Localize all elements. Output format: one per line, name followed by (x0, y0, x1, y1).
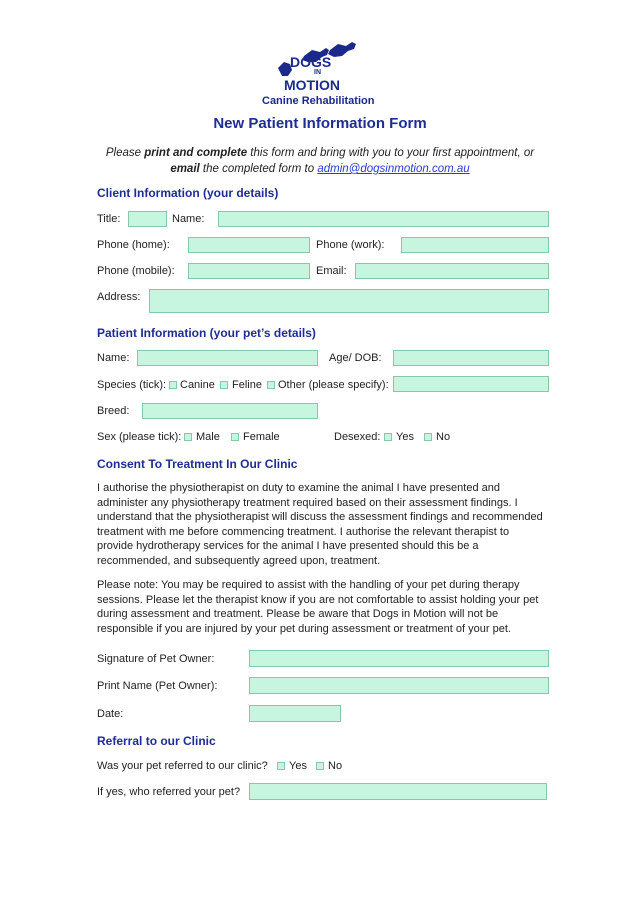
consent-paragraph-2 (97, 578, 547, 636)
text-line: Please note: You may be required to assist with the handling of your pet during therapy (97, 579, 520, 591)
male-label: Male (196, 431, 220, 443)
logo-line-motion: MOTION (284, 77, 340, 93)
desexed-no-label: No (436, 431, 451, 443)
referral-no-label: No (328, 760, 343, 772)
referrer-label: If yes, who referred your pet? (97, 786, 241, 798)
email-field[interactable] (355, 263, 549, 279)
page-title: New Patient Information Form (213, 115, 427, 132)
male-checkbox[interactable] (184, 433, 192, 441)
desexed-no-checkbox[interactable] (424, 433, 432, 441)
signature-field[interactable] (249, 650, 549, 667)
age-dob-label: Age/ DOB: (329, 352, 382, 364)
text-line: sessions. Please let the therapist know if you are not comfortable to assist holding your pet (97, 593, 539, 606)
text-line: responsible if you are injured by your pet during assessment or treatment of your pet. (97, 622, 511, 635)
name-label: Name: (172, 213, 205, 225)
patient-section-heading: Patient Information (your pet’s details) (97, 326, 316, 340)
text-line: understand that the physiotherapist will discuss the assessment findings and recommended (97, 511, 543, 524)
text-line: treatment with me before commencing treatment. I authorise the relevant therapist to (97, 525, 510, 538)
species-label: Species (tick): (97, 379, 167, 391)
logo-line-in: IN (314, 69, 321, 76)
text-line: recommended, and subsequently agreed upon, treatment. (97, 554, 381, 567)
intro-part: this form and bring with you to your first appointment, or (247, 147, 535, 159)
age-dob-field[interactable] (393, 350, 549, 366)
other-species-checkbox[interactable] (267, 381, 275, 389)
title-label: Title: (97, 213, 121, 225)
print-name-field[interactable] (249, 677, 549, 694)
referrer-field[interactable] (249, 783, 547, 800)
intro-emphasis-print: print and complete (144, 147, 248, 159)
referral-question: Was your pet referred to our clinic? (97, 760, 268, 772)
phone-work-field[interactable] (401, 237, 549, 253)
phone-mobile-field[interactable] (188, 263, 310, 279)
text-line: provide hydrotherapy services for the animal I have presented should this be a (97, 540, 479, 553)
text-line: I authorise the physiotherapist on duty to examine the animal I have presented and (97, 482, 500, 494)
pet-name-field[interactable] (137, 350, 318, 366)
canine-label: Canine (180, 379, 215, 391)
phone-home-field[interactable] (188, 237, 310, 253)
client-section-heading: Client Information (your details) (97, 186, 279, 200)
desexed-yes-label: Yes (396, 431, 414, 443)
address-field[interactable] (149, 289, 549, 313)
intro-part: Please (105, 147, 145, 159)
sex-label: Sex (please tick): (97, 431, 182, 443)
referral-yes-label: Yes (289, 760, 307, 772)
name-field[interactable] (218, 211, 549, 227)
consent-paragraph-1 (97, 481, 547, 569)
feline-label: Feline (232, 379, 262, 391)
pet-name-label: Name: (97, 352, 130, 364)
date-field[interactable] (249, 705, 341, 722)
print-name-label: Print Name (Pet Owner): (97, 680, 218, 692)
intro-text (60, 145, 580, 177)
logo-line-dogs: DOGS (290, 54, 332, 70)
text-line: administer any physiotherapy treatment required based on their assessment findings. I (97, 496, 518, 509)
breed-label: Breed: (97, 405, 130, 417)
logo-line-tagline: Canine Rehabilitation (262, 95, 375, 107)
canine-checkbox[interactable] (169, 381, 177, 389)
address-label: Address: (97, 291, 141, 303)
phone-work-label: Phone (work): (316, 239, 385, 251)
other-species-field[interactable] (393, 376, 549, 392)
desexed-yes-checkbox[interactable] (384, 433, 392, 441)
signature-label: Signature of Pet Owner: (97, 653, 215, 665)
female-checkbox[interactable] (231, 433, 239, 441)
referral-section-heading: Referral to our Clinic (97, 734, 216, 748)
phone-mobile-label: Phone (mobile): (97, 265, 175, 277)
title-field[interactable] (128, 211, 167, 227)
other-species-label: Other (please specify): (278, 379, 389, 391)
dogs-in-motion-logo (252, 40, 392, 110)
phone-home-label: Phone (home): (97, 239, 170, 251)
text-line: during assessment and treatment. Please be aware that Dogs in Motion will not be (97, 608, 499, 621)
breed-field[interactable] (142, 403, 318, 419)
desexed-label: Desexed: (334, 431, 381, 443)
email-label: Email: (316, 265, 347, 277)
referral-no-checkbox[interactable] (316, 762, 324, 770)
email-link[interactable]: admin@dogsinmotion.com.au (317, 163, 470, 175)
intro-emphasis-email: email (170, 163, 200, 175)
female-label: Female (243, 431, 280, 443)
referral-yes-checkbox[interactable] (277, 762, 285, 770)
date-label: Date: (97, 708, 124, 720)
intro-part: the completed form to (199, 163, 318, 175)
feline-checkbox[interactable] (220, 381, 228, 389)
consent-section-heading: Consent To Treatment In Our Clinic (97, 457, 298, 471)
